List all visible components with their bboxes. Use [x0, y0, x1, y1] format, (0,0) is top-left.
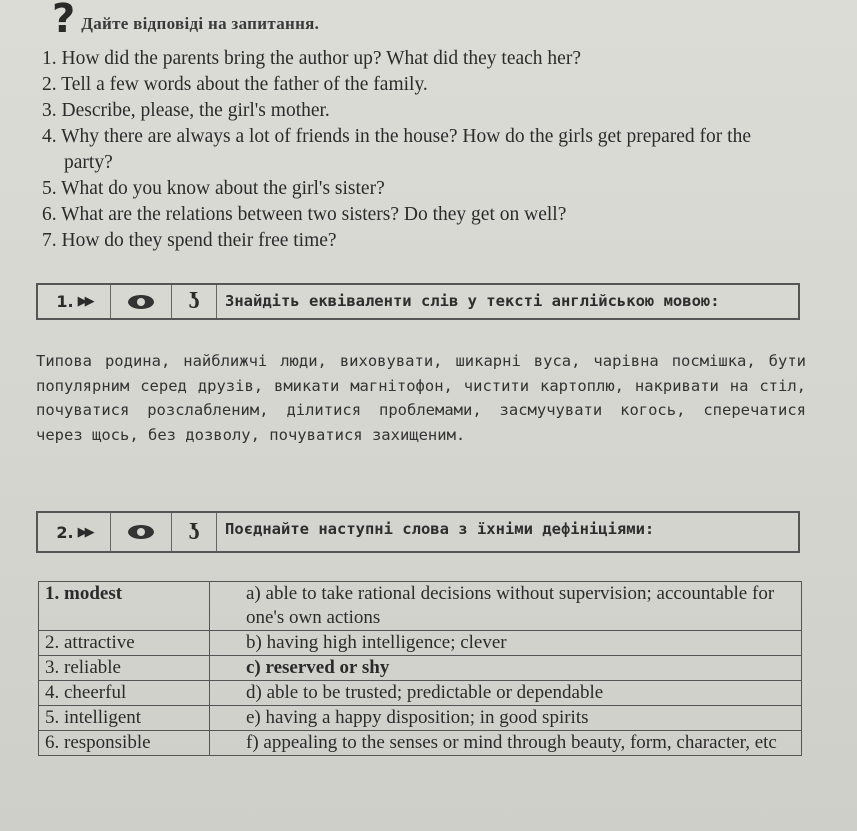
matching-table [38, 581, 802, 756]
question-item: 7. How do they spend their free time? [42, 230, 337, 251]
table-row [39, 681, 802, 706]
definition-cell: d) able to be trusted; predictable or dependable [210, 681, 802, 706]
questions-list [42, 46, 802, 254]
task1-header-box [36, 283, 800, 320]
ear-icon: ʖ [188, 288, 200, 314]
question-item: 2. Tell a few words about the father of the family. [42, 74, 428, 95]
task2-number-cell [38, 513, 111, 551]
word-cell: 5. intelligent [39, 706, 210, 731]
task1-word-list: Типова родина, найближчі люди, виховувати, шикарні вуса, чарівна посмішка, бути популярним серед друзів, вмикати магнітофон, чистити картоплю, накривати на стіл, почуватися розслабленим, ділитися проблемами, засмучувати когось, сперечатися через щось, без дозволу, почуватися захищеним. [36, 352, 806, 444]
double-play-arrows-icon: ▶▶ [77, 294, 92, 309]
task2-ear-cell [172, 513, 217, 551]
question-item: 5. What do you know about the girl's sister? [42, 178, 385, 199]
task1-ear-cell [172, 285, 217, 318]
question-item: 3. Describe, please, the girl's mother. [42, 100, 330, 121]
definition-cell: f) appealing to the senses or mind through beauty, form, character, etc [210, 731, 802, 756]
definition-cell: a) able to take rational decisions without supervision; accountable for one's own actions [210, 582, 802, 631]
task2-eye-cell [111, 513, 172, 551]
table-row [39, 731, 802, 756]
ear-icon: ʖ [188, 518, 200, 545]
task1-title: Знайдіть еквіваленти слів у тексті англійською мовою: [225, 292, 720, 310]
task2-title: Поєднайте наступні слова з їхніми дефініціями: [225, 520, 655, 538]
question-item: 6. What are the relations between two sisters? Do they get on well? [42, 204, 567, 225]
table-row [39, 656, 802, 681]
question-item: 4. Why there are always a lot of friends in the house? How do the girls get prepared for the party? [42, 126, 751, 173]
word-cell: 4. cheerful [39, 681, 210, 706]
definition-cell: c) reserved or shy [210, 656, 802, 681]
table-row [39, 706, 802, 731]
definition-cell: e) having a happy disposition; in good spirits [210, 706, 802, 731]
word-cell: 1. modest [39, 582, 210, 631]
task2-header-box [36, 511, 800, 553]
question-item: 1. How did the parents bring the author up? What did they teach her? [42, 48, 581, 69]
task1-eye-cell [111, 285, 172, 318]
section-title: Дайте відповіді на запитання. [81, 14, 320, 33]
task1-number-cell [38, 285, 111, 318]
section-header [52, 0, 320, 42]
definition-cell: b) having high intelligence; clever [210, 631, 802, 656]
double-play-arrows-icon: ▶▶ [77, 524, 92, 540]
question-mark-icon: ? [52, 0, 76, 42]
word-cell: 6. responsible [39, 731, 210, 756]
word-cell: 3. reliable [39, 656, 210, 681]
eye-icon [128, 295, 154, 309]
eye-icon [128, 525, 154, 539]
table-row [39, 631, 802, 656]
task2-number: 2. [56, 522, 74, 542]
task1-number: 1. [56, 292, 74, 311]
word-cell: 2. attractive [39, 631, 210, 656]
table-row [39, 582, 802, 631]
